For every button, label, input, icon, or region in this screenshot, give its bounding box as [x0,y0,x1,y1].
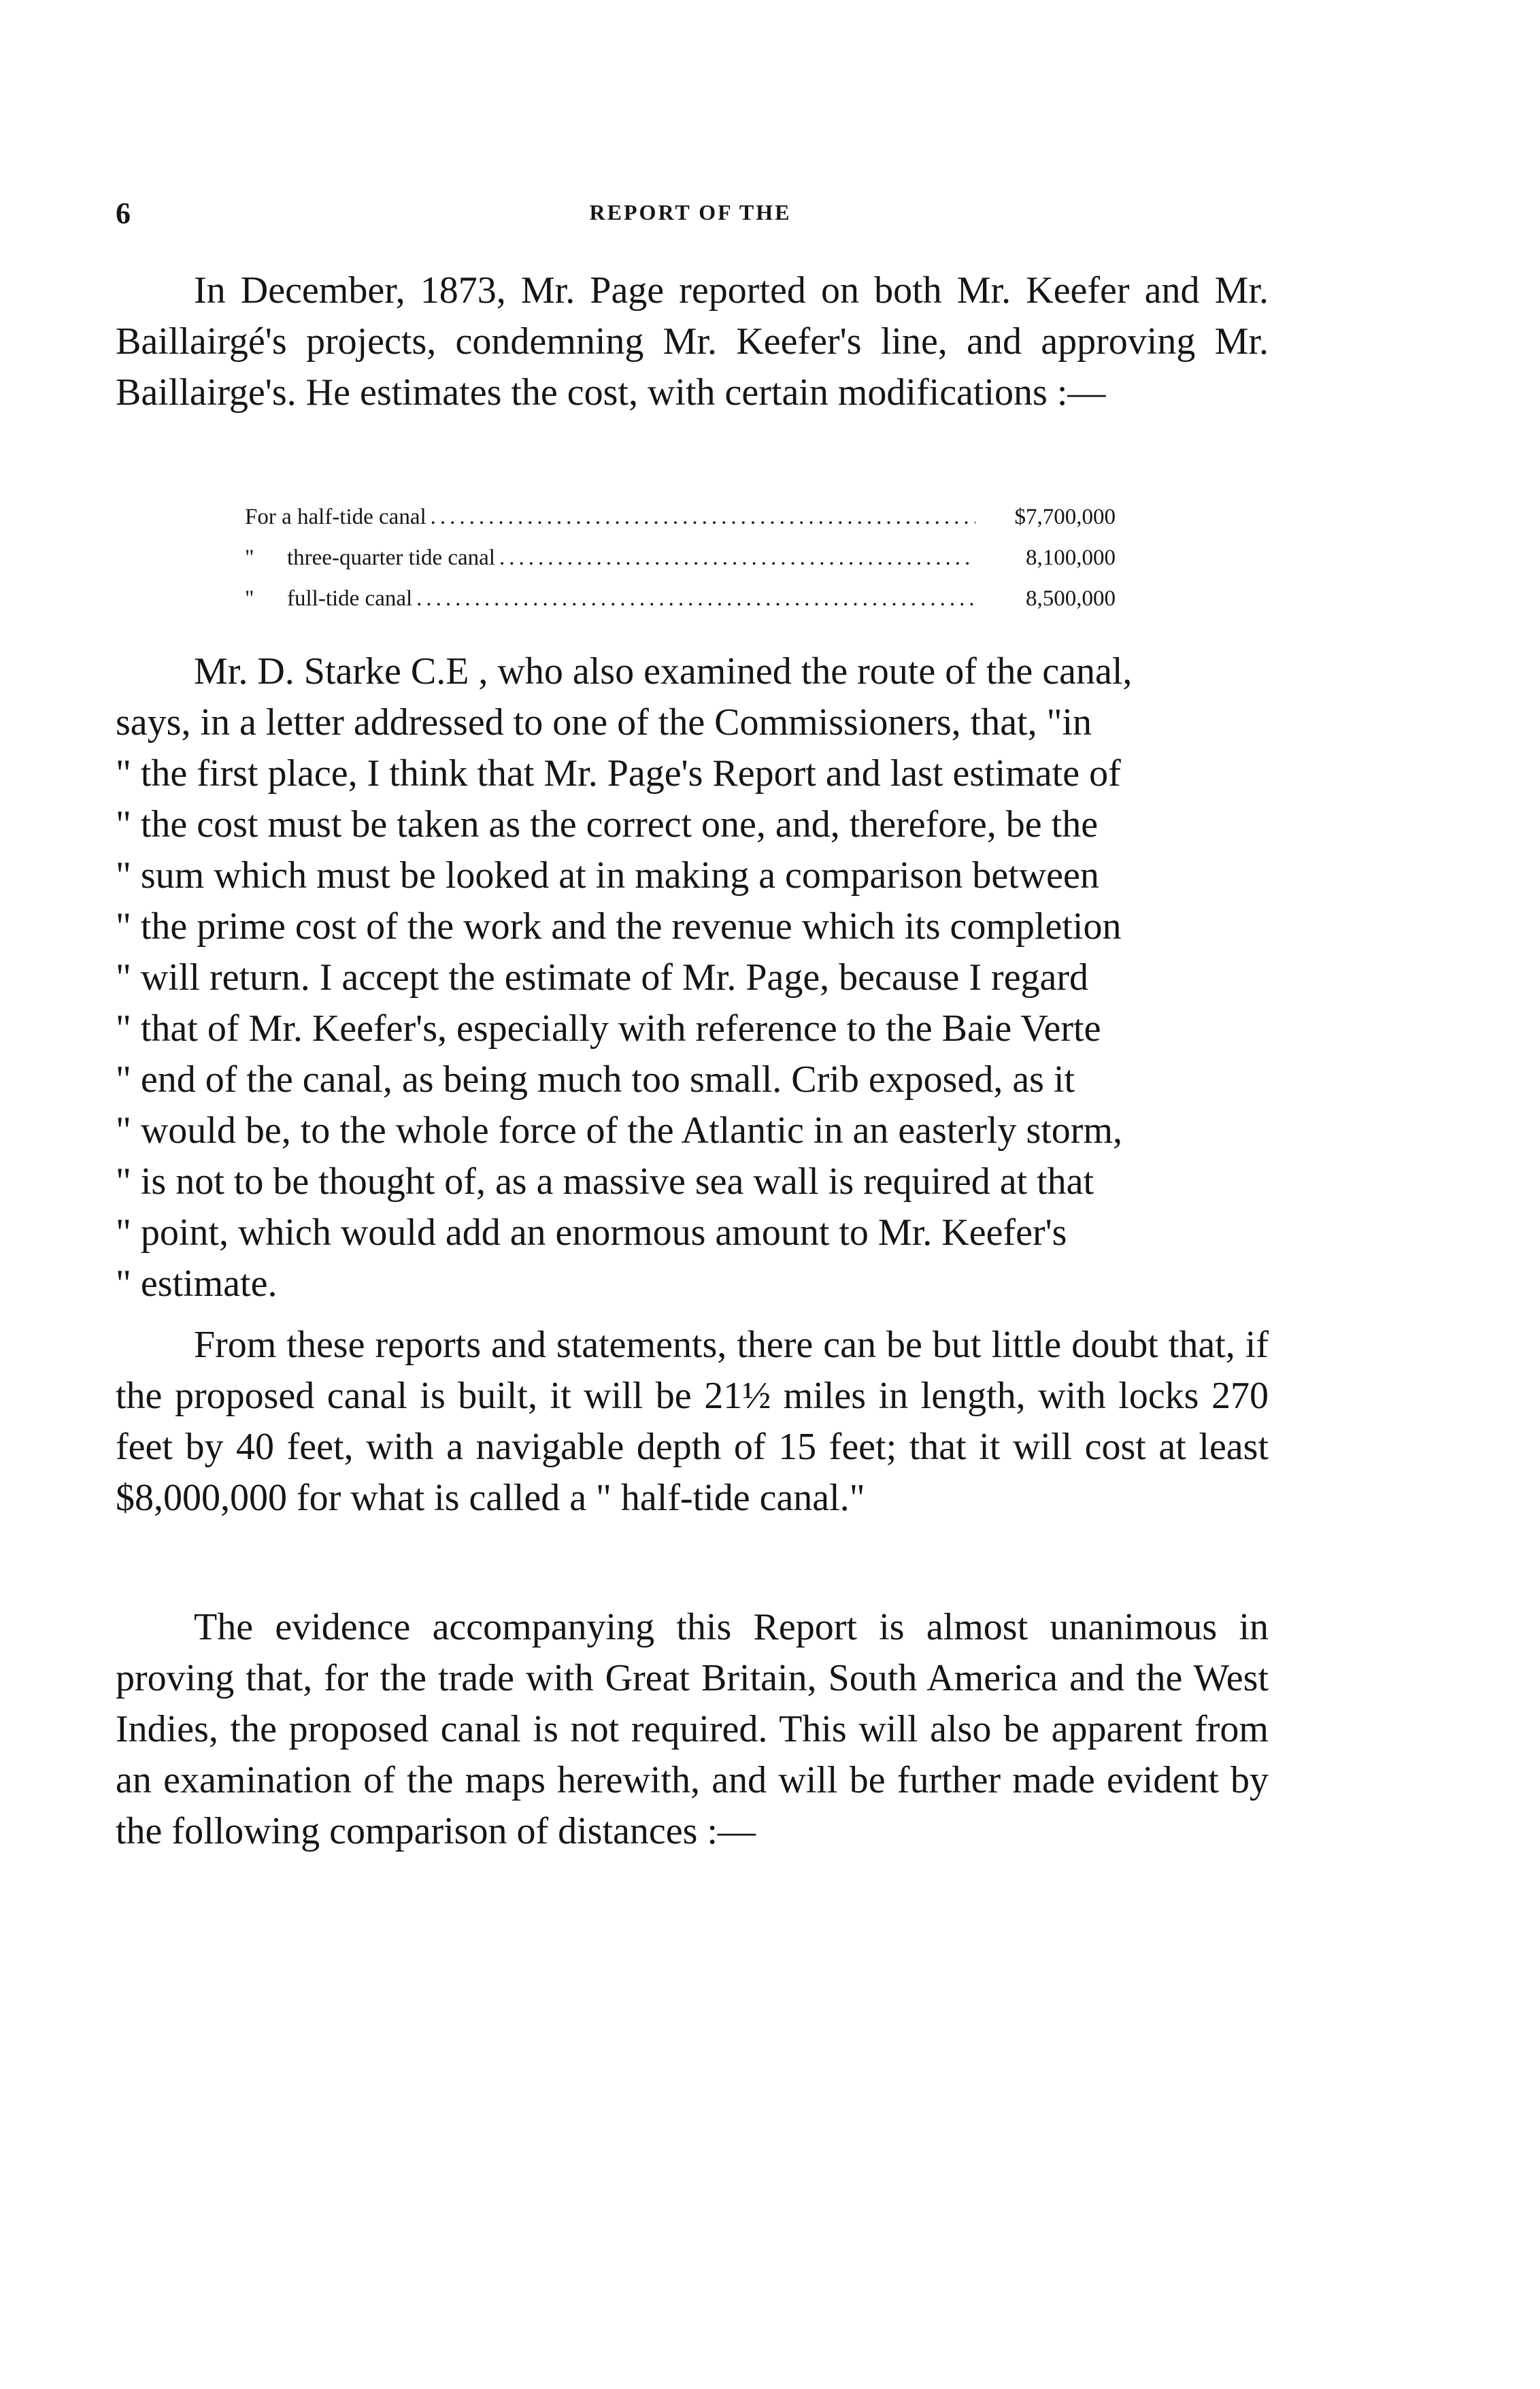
paragraph-page-report [116,265,1269,418]
estimate-prefix: " [245,586,254,611]
estimate-label-text: half-tide canal [297,505,426,529]
running-head [116,196,1265,237]
quote-line: " sum which must be looked at in making a comparison between [116,854,1099,897]
estimate-label [245,537,495,578]
estimate-label-text: full-tide canal [287,586,413,611]
paragraph-conclusion [116,1320,1269,1524]
quote-line: says, in a letter addressed to one of the Commissioners, that, "in [116,701,1092,744]
estimate-label [245,497,426,537]
quote-line: " end of the canal, as being much too small. Crib exposed, as it [116,1058,1075,1101]
estimate-prefix: " [245,546,254,570]
leader-dots [499,537,975,578]
quote-line: " would be, to the whole force of the Atlantic in an easterly storm, [116,1109,1123,1152]
estimate-prefix: For a [245,505,292,529]
estimates-table [245,497,1116,619]
quote-line: " point, which would add an enormous amount to Mr. Keefer's [116,1212,1067,1254]
quote-line: " will return. I accept the estimate of Mr. Page, because I regard [116,956,1089,999]
estimate-label [245,578,412,619]
quote-line: " is not to be thought of, as a massive sea wall is required at that [116,1160,1094,1203]
quote-line: " that of Mr. Keefer's, especially with reference to the Baie Verte [116,1007,1101,1050]
quote-line: " the cost must be taken as the correct one, and, therefore, be the [116,803,1099,846]
running-title: REPORT OF THE [589,200,792,224]
estimate-value: 8,500,000 [1026,586,1116,611]
quote-line: " estimate. [116,1263,278,1305]
estimate-value: 8,100,000 [1026,546,1116,570]
paragraph-text: From these reports and statements, there can be but little doubt that, if the proposed canal is built, it will be 21½ miles in length, with locks 270 feet by 40 feet, with a navigable depth of 15 feet; that it will cost at least $8,000,000 for what is called a " half-tide canal." [116,1324,1269,1519]
quote-line: Mr. D. Starke C.E , who also examined the route of the canal, [194,650,1133,692]
estimate-row [245,497,1116,537]
estimate-row [245,537,1116,578]
paragraph-evidence [116,1602,1269,1857]
estimate-label-text: three-quarter tide canal [287,546,495,570]
page-number: 6 [116,197,131,230]
quote-line: " the prime cost of the work and the revenue which its completion [116,905,1122,948]
leader-dots [431,497,975,537]
paragraph-text: The evidence accompanying this Report is almost unanimous in proving that, for the trade with Great Britain, South America and the West Indies, the proposed canal is not required. This will also be apparent from an examination of the maps herewith, and will be further made evident by the following comparison of distances :— [116,1606,1269,1852]
paragraph-text: In December, 1873, Mr. Page reported on both Mr. Keefer and Mr. Baillairgé's projects, condemning Mr. Keefer's line, and approving Mr. Baillairge's. He estimates the cost, with certain modifications :— [116,269,1269,414]
paragraph-starke-letter [116,646,1269,1309]
leader-dots [416,578,975,619]
estimate-value: $7,700,000 [1014,505,1116,529]
quote-line: " the first place, I think that Mr. Page's Report and last estimate of [116,752,1121,795]
estimate-row [245,578,1116,619]
